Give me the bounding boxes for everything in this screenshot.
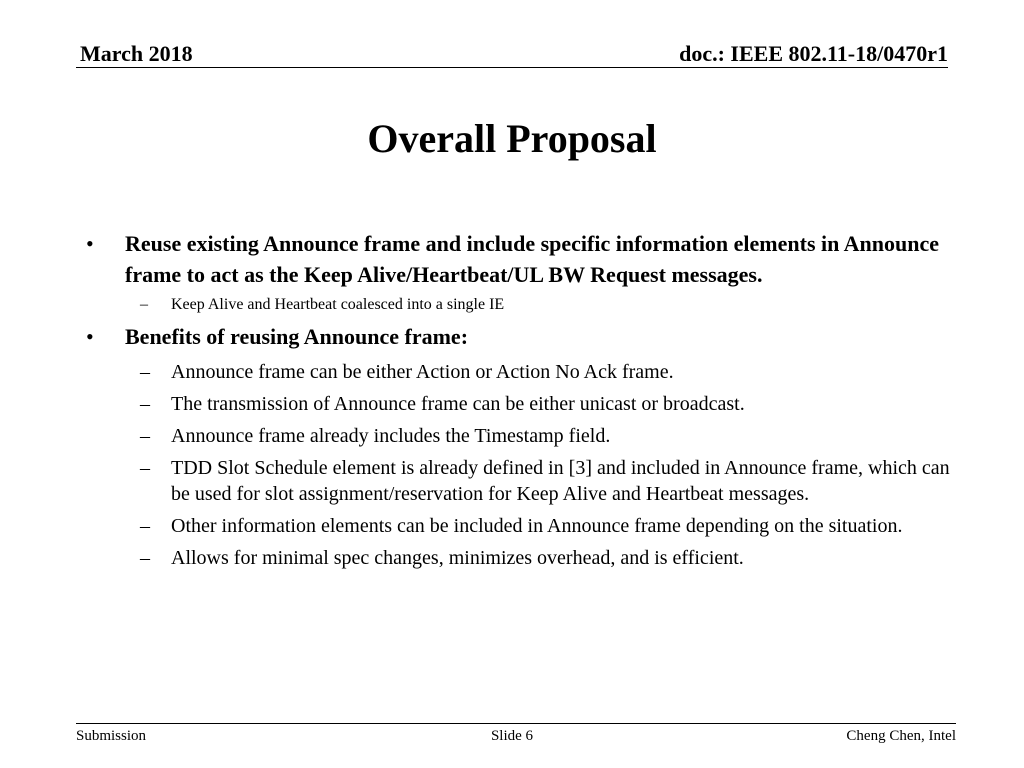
sub-bullet-item	[84, 513, 954, 539]
slide-content	[84, 229, 954, 571]
header-doc-id: doc.: IEEE 802.11-18/0470r1	[679, 41, 948, 66]
bullet-marker: •	[86, 231, 94, 256]
dash-marker: –	[140, 360, 150, 383]
bullet-text: Reuse existing Announce frame and include specific information elements in Announce frame to act as the Keep Alive/Heartbeat/UL BW Request messages.	[125, 231, 940, 287]
bullet-marker: •	[86, 324, 94, 349]
bullet-item	[84, 322, 954, 353]
footer-divider	[76, 723, 956, 724]
sub-bullet-item	[84, 423, 954, 449]
slide-title: Overall Proposal	[367, 116, 657, 161]
dash-marker: –	[140, 392, 150, 415]
sub-bullet-text: Allows for minimal spec changes, minimizes overhead, and is efficient.	[171, 546, 744, 569]
bullet-item	[84, 229, 954, 290]
dash-marker: –	[140, 424, 150, 447]
dash-marker: –	[140, 546, 150, 569]
sub-bullet-text: Announce frame can be either Action or Action No Ack frame.	[171, 360, 674, 383]
sub-bullet-item	[84, 545, 954, 571]
sub-bullet-item	[84, 391, 954, 417]
sub-bullet-text: Other information elements can be included in Announce frame depending on the situation.	[171, 514, 903, 537]
bullet-text: Benefits of reusing Announce frame:	[125, 324, 469, 349]
sub-bullet-text: The transmission of Announce frame can be either unicast or broadcast.	[171, 392, 745, 415]
dash-marker: –	[140, 456, 150, 479]
sub-bullet-item	[84, 359, 954, 385]
sub-bullet-text: Announce frame already includes the Timestamp field.	[171, 424, 611, 447]
header-date: March 2018	[80, 41, 193, 66]
footer-author: Cheng Chen, Intel	[846, 728, 956, 744]
sub-bullet-item	[84, 455, 954, 507]
footer-submission: Submission	[76, 728, 147, 744]
footer-slide-number: Slide 6	[490, 728, 534, 744]
header-divider	[76, 67, 948, 68]
sub-bullet-text: Keep Alive and Heartbeat coalesced into a single IE	[171, 296, 505, 313]
dash-marker: –	[140, 514, 150, 537]
sub-bullet-item	[84, 294, 954, 316]
sub-bullet-text: TDD Slot Schedule element is already defined in [3] and included in Announce frame, which can be used for slot assignment/reservation for Keep Alive and Heartbeat messages.	[171, 456, 950, 505]
dash-marker: –	[140, 296, 148, 313]
